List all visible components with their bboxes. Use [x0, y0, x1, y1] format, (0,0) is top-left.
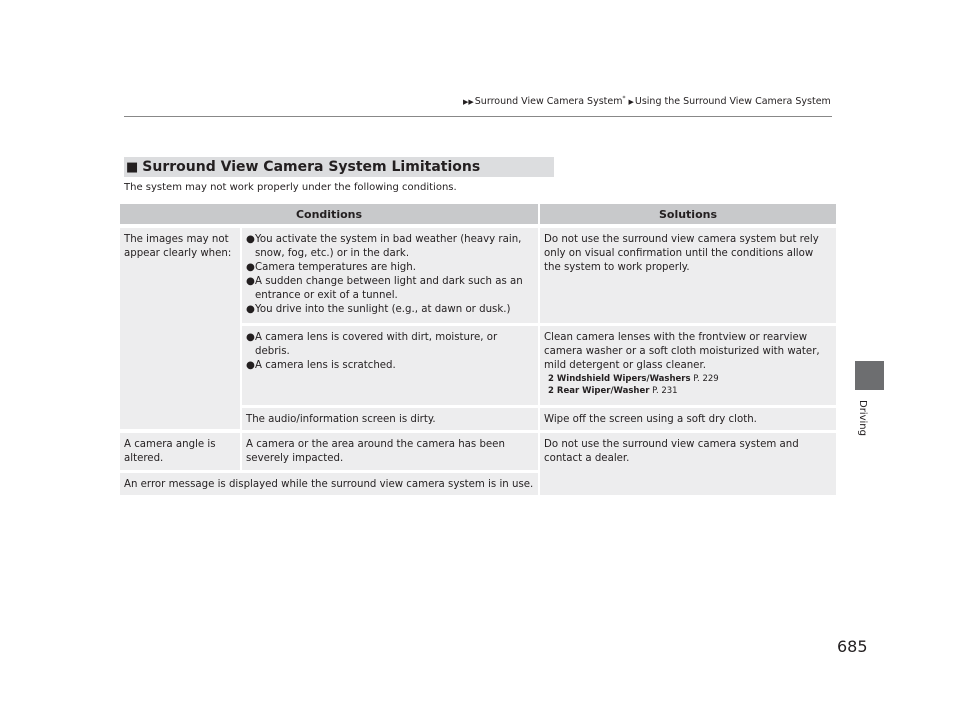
breadcrumb	[463, 95, 831, 107]
header-rule	[124, 116, 832, 117]
list-item: ● A camera lens is scratched.	[246, 360, 396, 371]
footnote-star: *	[622, 95, 626, 102]
table-cell-solution: Wipe off the screen using a soft dry cloth.	[540, 408, 836, 430]
list-item: ● A camera lens is covered with dirt, moisture, or debris.	[246, 332, 498, 357]
table-cell-condition: An error message is displayed while the surround view camera system is in use.	[120, 473, 538, 495]
table-cell-condition: A camera or the area around the camera has been severely impacted.	[242, 433, 538, 470]
table-cell-group-label: The images may not appear clearly when:	[120, 228, 240, 429]
breadcrumb-item[interactable]: Using the Surround View Camera System	[634, 96, 831, 108]
section-title: Surround View Camera System Limitations	[142, 159, 481, 175]
table-cell-condition	[242, 326, 538, 405]
table-cell-solution: Do not use the surround view camera system but rely only on visual confirmation until the conditions allow the system to work properly.	[540, 228, 836, 323]
list-item: ● You activate the system in bad weather (heavy rain, snow, fog, etc.) or in the dark.	[246, 234, 522, 259]
table-cell-solution: Do not use the surround view camera system and contact a dealer.	[540, 433, 836, 495]
reference-icon: 2	[548, 386, 554, 396]
list-item: ● Camera temperatures are high.	[246, 262, 416, 273]
column-header-conditions: Conditions	[120, 204, 538, 224]
section-heading	[124, 157, 554, 177]
list-item: ● You drive into the sunlight (e.g., at dawn or dusk.)	[246, 304, 511, 315]
page-reference[interactable]: 2 Windshield Wipers/Washers P. 229	[548, 374, 719, 384]
side-tab-marker	[855, 361, 884, 390]
double-arrow-icon: ▶▶	[463, 98, 474, 107]
page-number: 685	[837, 637, 868, 656]
side-tab-label: Driving	[857, 400, 868, 436]
column-header-solutions: Solutions	[540, 204, 836, 224]
square-bullet-icon: ■	[126, 159, 139, 175]
table-cell-solution	[540, 326, 836, 405]
solution-text: Clean camera lenses with the frontview or rearview camera washer or a soft cloth moisturized with water, mild detergent or glass cleaner.	[544, 332, 820, 371]
page-reference[interactable]: 2 Rear Wiper/Washer P. 231	[548, 386, 678, 396]
breadcrumb-item[interactable]: Surround View Camera System	[474, 96, 623, 108]
table-cell-condition: The audio/information screen is dirty.	[242, 408, 538, 430]
list-item: ● A sudden change between light and dark such as an entrance or exit of a tunnel.	[246, 276, 523, 301]
table-cell-group-label: A camera angle is altered.	[120, 433, 240, 470]
table-cell-condition	[242, 228, 538, 323]
intro-text: The system may not work properly under the following conditions.	[124, 182, 457, 193]
reference-icon: 2	[548, 374, 554, 384]
arrow-icon: ▶	[628, 98, 634, 107]
